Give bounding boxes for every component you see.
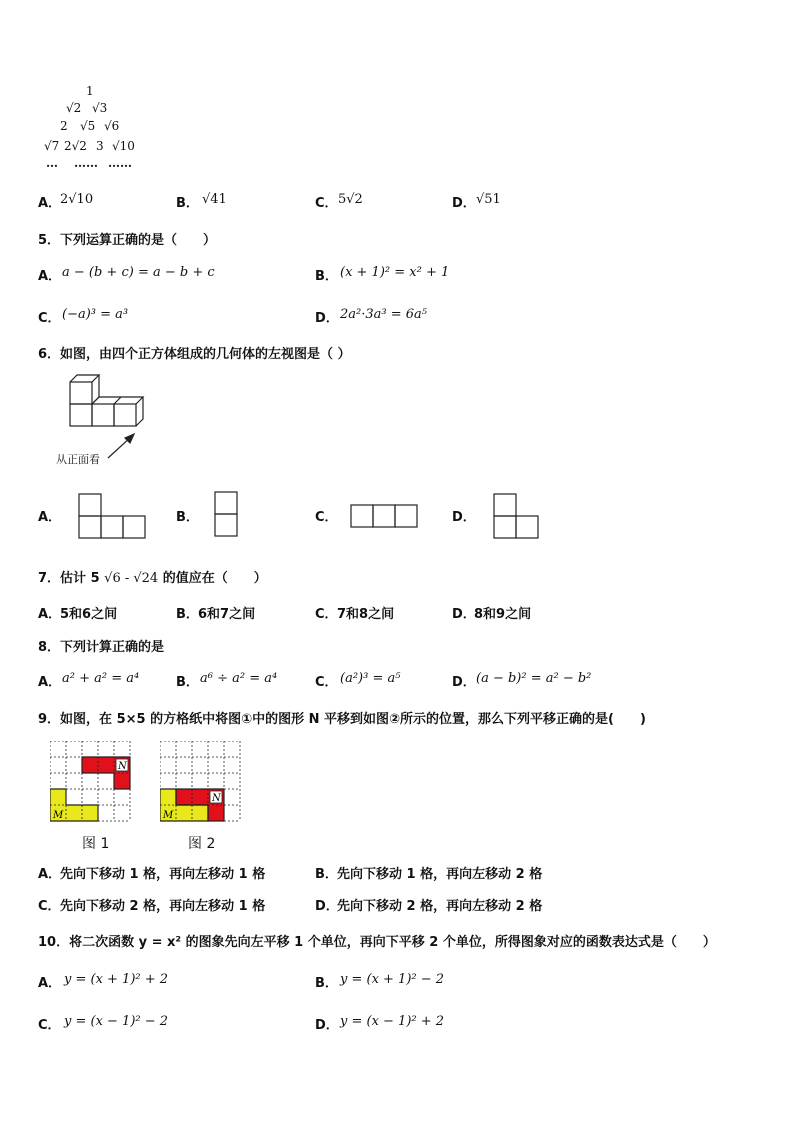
question-5-stem: 5．下列运算正确的是（ ） [38, 233, 217, 248]
view-direction-label: 从正面看 [56, 453, 100, 466]
stem-prefix: 7．估计 5 [38, 571, 100, 586]
option-text: y = (x + 1)² + 2 [64, 972, 169, 987]
option-label: D． [315, 899, 339, 914]
question-7-stem [38, 567, 267, 586]
triangle-cell: 2√2 [64, 139, 87, 153]
option-label: C． [38, 1018, 61, 1033]
option-text: 先向下移动 2 格，再向左移动 2 格 [337, 899, 543, 914]
option-text: (x + 1)² = x² + 1 [340, 265, 450, 280]
option-label: B． [176, 196, 199, 211]
option-d-figure [493, 493, 543, 543]
shape-m-label: M [163, 810, 174, 821]
triangle-ellipsis: … [46, 156, 58, 170]
option-text: 先向下移动 1 格，再向左移动 2 格 [337, 867, 543, 882]
question-10-stem: 10．将二次函数 y = x² 的图象先向左平移 1 个单位，再向下平移 2 个单位，所得图象对应的函数表达式是（ ） [38, 935, 716, 950]
option-a-figure [78, 493, 150, 543]
option-label: D． [452, 510, 476, 525]
option-label: B． [315, 976, 338, 991]
option-text: 8和9之间 [474, 607, 532, 622]
option-label: D． [452, 607, 476, 622]
triangle-cell: 2 [60, 119, 68, 133]
option-text: a − (b + c) = a − b + c [62, 265, 215, 280]
stem-math: √6 - √24 [104, 571, 159, 586]
option-label: D． [452, 196, 476, 211]
option-label: C． [38, 311, 61, 326]
shape-n-label: N [212, 793, 221, 804]
triangle-cell: 1 [86, 84, 94, 98]
grid-figure-1 [50, 741, 132, 829]
option-text: √51 [476, 192, 501, 207]
triangle-ellipsis: …… [74, 156, 98, 170]
question-9-stem: 9．如图，在 5×5 的方格纸中将图①中的图形 N 平移到如图②所示的位置，那么下列平移正确的是( ) [38, 712, 646, 727]
triangle-cell: √2 [66, 101, 82, 115]
option-c-figure [350, 504, 422, 530]
option-label: C． [315, 675, 338, 690]
option-text: (a − b)² = a² − b² [476, 671, 592, 686]
option-label: B． [176, 510, 199, 525]
option-text: 先向下移动 2 格，再向左移动 1 格 [60, 899, 266, 914]
option-b-figure [214, 491, 240, 541]
option-text: 5和6之间 [60, 607, 118, 622]
option-label: A． [38, 867, 62, 882]
question-8-stem: 8．下列计算正确的是 [38, 640, 165, 655]
option-label: A． [38, 196, 62, 211]
option-text: y = (x − 1)² − 2 [64, 1014, 169, 1029]
option-label: B． [315, 269, 338, 284]
grid-figure-2 [160, 741, 242, 829]
stem-suffix: 的值应在（ ） [162, 571, 267, 586]
shape-n-label: N [118, 761, 127, 772]
option-label: A． [38, 269, 62, 284]
option-text: 2a²·3a³ = 6a⁵ [340, 307, 427, 322]
option-text: 2√10 [60, 192, 94, 207]
option-label: D． [315, 1018, 339, 1033]
triangle-cell: √6 [104, 119, 120, 133]
figure-1-caption: 图 1 [82, 836, 110, 852]
option-label: B． [315, 867, 338, 882]
option-label: A． [38, 976, 62, 991]
option-text: a⁶ ÷ a² = a⁴ [200, 671, 278, 686]
triangle-cell: 3 [96, 139, 104, 153]
option-label: D． [452, 675, 476, 690]
option-label: C． [38, 899, 61, 914]
triangle-cell: √5 [80, 119, 96, 133]
option-label: D． [315, 311, 339, 326]
option-text: √41 [202, 192, 227, 207]
option-text: 5√2 [338, 192, 363, 207]
option-text: (a²)³ = a⁵ [340, 671, 401, 686]
option-label: A． [38, 607, 62, 622]
option-label: C． [315, 510, 338, 525]
option-text: (−a)³ = a³ [62, 307, 129, 322]
option-label: A． [38, 675, 62, 690]
triangle-cell: √7 [44, 139, 60, 153]
option-text: 6和7之间 [198, 607, 256, 622]
triangle-cell: √3 [92, 101, 108, 115]
option-text: y = (x + 1)² − 2 [340, 972, 445, 987]
option-text: 7和8之间 [337, 607, 395, 622]
option-label: C． [315, 607, 338, 622]
triangle-cell: √10 [112, 139, 135, 153]
option-label: C． [315, 196, 338, 211]
option-label: A． [38, 510, 62, 525]
option-label: B． [176, 607, 199, 622]
option-label: B． [176, 675, 199, 690]
triangle-ellipsis: …… [108, 156, 132, 170]
figure-2-caption: 图 2 [188, 836, 216, 852]
option-text: a² + a² = a⁴ [62, 671, 140, 686]
option-text: y = (x − 1)² + 2 [340, 1014, 445, 1029]
option-text: 先向下移动 1 格，再向左移动 1 格 [60, 867, 266, 882]
question-6-stem: 6．如图，由四个正方体组成的几何体的左视图是（ ） [38, 347, 351, 362]
shape-m-label: M [53, 810, 64, 821]
